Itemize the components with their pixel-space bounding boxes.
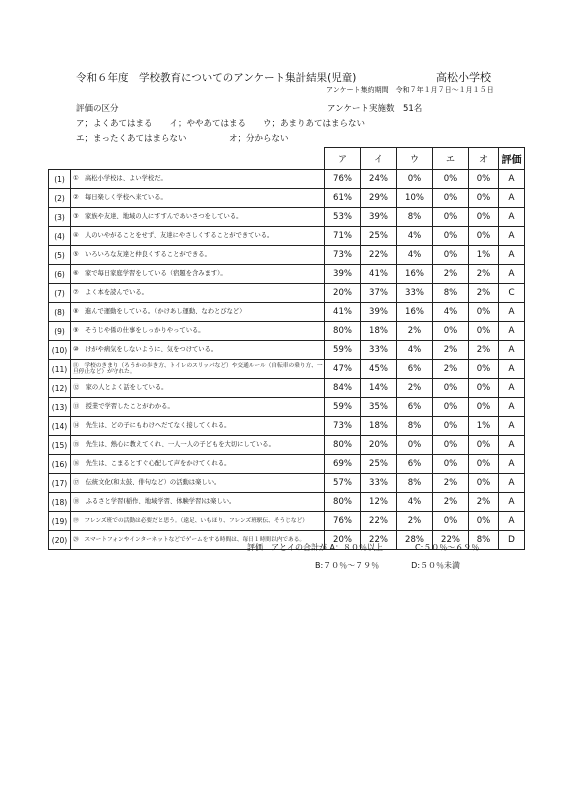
grade-cell: A bbox=[499, 417, 525, 436]
table-row bbox=[49, 265, 525, 284]
percent-cell: 59% bbox=[325, 398, 361, 417]
question-text: ② 毎日楽しく学校へ来ている。 bbox=[71, 189, 325, 208]
col-header-e: エ bbox=[433, 148, 469, 170]
legend-heading: 評価の区分 bbox=[76, 104, 119, 114]
grade-cell: A bbox=[499, 379, 525, 398]
header-blank bbox=[49, 148, 325, 170]
grade-note-2: B:７０％～７９％ D:５０％未満 bbox=[315, 561, 461, 570]
question-text: ⑥ 家で毎日家庭学習をしている（宿題を含みます）。 bbox=[71, 265, 325, 284]
percent-cell: 16% bbox=[397, 303, 433, 322]
percent-cell: 4% bbox=[433, 303, 469, 322]
respondent-count: アンケート実施数 51名 bbox=[327, 104, 423, 114]
percent-cell: 8% bbox=[469, 531, 499, 550]
school-name: 高松小学校 bbox=[436, 71, 491, 84]
table-row bbox=[49, 474, 525, 493]
grade-cell: A bbox=[499, 265, 525, 284]
table-row bbox=[49, 170, 525, 189]
question-text: ⑫ 家の人とよく話をしている。 bbox=[71, 379, 325, 398]
percent-cell: 84% bbox=[325, 379, 361, 398]
percent-cell: 25% bbox=[361, 455, 397, 474]
question-number: (20) bbox=[49, 531, 71, 550]
percent-cell: 22% bbox=[433, 531, 469, 550]
grade-cell: A bbox=[499, 474, 525, 493]
percent-cell: 10% bbox=[397, 189, 433, 208]
grade-cell: A bbox=[499, 398, 525, 417]
percent-cell: 0% bbox=[469, 455, 499, 474]
percent-cell: 2% bbox=[397, 322, 433, 341]
percent-cell: 59% bbox=[325, 341, 361, 360]
percent-cell: 0% bbox=[469, 227, 499, 246]
question-text: ④ 人のいやがることをせず、友達にやさしくすることができている。 bbox=[71, 227, 325, 246]
percent-cell: 0% bbox=[433, 189, 469, 208]
grade-cell: A bbox=[499, 322, 525, 341]
percent-cell: 0% bbox=[433, 379, 469, 398]
percent-cell: 76% bbox=[325, 512, 361, 531]
grade-cell: C bbox=[499, 284, 525, 303]
percent-cell: 14% bbox=[361, 379, 397, 398]
col-header-o: オ bbox=[469, 148, 499, 170]
question-number: (18) bbox=[49, 493, 71, 512]
percent-cell: 39% bbox=[361, 303, 397, 322]
question-number: (8) bbox=[49, 303, 71, 322]
percent-cell: 41% bbox=[361, 265, 397, 284]
percent-cell: 8% bbox=[433, 284, 469, 303]
table-row bbox=[49, 512, 525, 531]
percent-cell: 2% bbox=[433, 341, 469, 360]
percent-cell: 41% bbox=[325, 303, 361, 322]
table-row bbox=[49, 341, 525, 360]
percent-cell: 2% bbox=[397, 512, 433, 531]
percent-cell: 2% bbox=[397, 379, 433, 398]
percent-cell: 12% bbox=[361, 493, 397, 512]
percent-cell: 0% bbox=[469, 398, 499, 417]
question-number: (17) bbox=[49, 474, 71, 493]
percent-cell: 0% bbox=[469, 436, 499, 455]
col-header-u: ウ bbox=[397, 148, 433, 170]
percent-cell: 2% bbox=[433, 474, 469, 493]
percent-cell: 20% bbox=[325, 284, 361, 303]
percent-cell: 39% bbox=[361, 208, 397, 227]
percent-cell: 73% bbox=[325, 246, 361, 265]
table-row bbox=[49, 246, 525, 265]
percent-cell: 0% bbox=[397, 436, 433, 455]
percent-cell: 0% bbox=[433, 246, 469, 265]
table-row bbox=[49, 379, 525, 398]
grade-cell: A bbox=[499, 303, 525, 322]
percent-cell: 8% bbox=[397, 417, 433, 436]
table-row bbox=[49, 398, 525, 417]
percent-cell: 18% bbox=[361, 322, 397, 341]
question-number: (13) bbox=[49, 398, 71, 417]
percent-cell: 37% bbox=[361, 284, 397, 303]
percent-cell: 8% bbox=[397, 208, 433, 227]
percent-cell: 53% bbox=[325, 208, 361, 227]
percent-cell: 2% bbox=[469, 341, 499, 360]
table-row bbox=[49, 189, 525, 208]
percent-cell: 22% bbox=[361, 512, 397, 531]
percent-cell: 18% bbox=[361, 417, 397, 436]
table-row bbox=[49, 208, 525, 227]
question-number: (16) bbox=[49, 455, 71, 474]
question-text: ⑧ 進んで運動をしている。（かけあし運動、なわとびなど） bbox=[71, 303, 325, 322]
percent-cell: 80% bbox=[325, 493, 361, 512]
question-number: (19) bbox=[49, 512, 71, 531]
question-text: ⑰ 伝統文化(和太鼓、俳句など）の活動は楽しい。 bbox=[71, 474, 325, 493]
percent-cell: 39% bbox=[325, 265, 361, 284]
percent-cell: 33% bbox=[397, 284, 433, 303]
question-text: ⑮ 先生は、熱心に教えてくれ、一人一人の子どもを大切にしている。 bbox=[71, 436, 325, 455]
percent-cell: 6% bbox=[397, 455, 433, 474]
percent-cell: 0% bbox=[433, 455, 469, 474]
percent-cell: 8% bbox=[397, 474, 433, 493]
percent-cell: 0% bbox=[469, 322, 499, 341]
question-number: (12) bbox=[49, 379, 71, 398]
question-text: ⑪ 学校のきまり（ろうかの歩き方、トイレのスリッパなど）や交通ルール（自転車の乗り方、一旦停止など）が守れた。 bbox=[71, 360, 325, 379]
grade-cell: A bbox=[499, 246, 525, 265]
percent-cell: 0% bbox=[469, 474, 499, 493]
question-number: (11) bbox=[49, 360, 71, 379]
question-number: (3) bbox=[49, 208, 71, 227]
percent-cell: 80% bbox=[325, 436, 361, 455]
percent-cell: 6% bbox=[397, 360, 433, 379]
percent-cell: 45% bbox=[361, 360, 397, 379]
results-table bbox=[48, 147, 525, 550]
percent-cell: 0% bbox=[469, 379, 499, 398]
grade-cell: A bbox=[499, 227, 525, 246]
percent-cell: 2% bbox=[433, 493, 469, 512]
question-number: (5) bbox=[49, 246, 71, 265]
legend-line-2: エ；まったくあてはまらない オ；分からない bbox=[76, 134, 289, 144]
percent-cell: 0% bbox=[433, 512, 469, 531]
legend-line-1: ア；よくあてはまる イ；ややあてはまる ウ；あまりあてはまらない bbox=[76, 119, 366, 129]
grade-note-1: 評価 アとイの合計が A：８０％以上 C:５０％～６９％ bbox=[247, 543, 480, 552]
percent-cell: 0% bbox=[469, 512, 499, 531]
table-row bbox=[49, 417, 525, 436]
percent-cell: 1% bbox=[469, 246, 499, 265]
percent-cell: 16% bbox=[397, 265, 433, 284]
percent-cell: 76% bbox=[325, 170, 361, 189]
percent-cell: 4% bbox=[397, 493, 433, 512]
table-row bbox=[49, 360, 525, 379]
percent-cell: 4% bbox=[397, 227, 433, 246]
question-number: (4) bbox=[49, 227, 71, 246]
question-number: (9) bbox=[49, 322, 71, 341]
table-header-row bbox=[49, 148, 525, 170]
percent-cell: 20% bbox=[361, 436, 397, 455]
question-text: ⑩ けがや病気をしないように、気をつけている。 bbox=[71, 341, 325, 360]
percent-cell: 0% bbox=[397, 170, 433, 189]
percent-cell: 0% bbox=[433, 417, 469, 436]
question-text: ① 高松小学校は、よい学校だ。 bbox=[71, 170, 325, 189]
percent-cell: 33% bbox=[361, 474, 397, 493]
question-text: ⑨ そうじや係の仕事をしっかりやっている。 bbox=[71, 322, 325, 341]
col-header-grade: 評価 bbox=[499, 148, 525, 170]
percent-cell: 80% bbox=[325, 322, 361, 341]
percent-cell: 4% bbox=[397, 246, 433, 265]
grade-cell: A bbox=[499, 360, 525, 379]
question-text: ⑲ フレンズ班での活動は必要だと思う。（遠足、いもほり、フレンズ班駅伝、そうじなど） bbox=[71, 512, 325, 531]
percent-cell: 20% bbox=[325, 531, 361, 550]
col-header-i: イ bbox=[361, 148, 397, 170]
percent-cell: 4% bbox=[397, 341, 433, 360]
percent-cell: 47% bbox=[325, 360, 361, 379]
grade-cell: D bbox=[499, 531, 525, 550]
percent-cell: 2% bbox=[469, 284, 499, 303]
question-number: (2) bbox=[49, 189, 71, 208]
col-header-a: ア bbox=[325, 148, 361, 170]
grade-cell: A bbox=[499, 512, 525, 531]
percent-cell: 22% bbox=[361, 246, 397, 265]
percent-cell: 28% bbox=[397, 531, 433, 550]
percent-cell: 24% bbox=[361, 170, 397, 189]
percent-cell: 25% bbox=[361, 227, 397, 246]
percent-cell: 1% bbox=[469, 417, 499, 436]
question-text: ⑯ 先生は、こまるとすぐ心配して声をかけてくれる。 bbox=[71, 455, 325, 474]
percent-cell: 0% bbox=[433, 227, 469, 246]
table-row bbox=[49, 322, 525, 341]
table-row bbox=[49, 436, 525, 455]
grade-cell: A bbox=[499, 170, 525, 189]
grade-cell: A bbox=[499, 455, 525, 474]
percent-cell: 2% bbox=[469, 265, 499, 284]
percent-cell: 33% bbox=[361, 341, 397, 360]
question-text: ⑦ よく本を読んでいる。 bbox=[71, 284, 325, 303]
survey-period: アンケート集約期間 令和７年１月７日～１月１５日 bbox=[326, 86, 494, 94]
percent-cell: 0% bbox=[433, 208, 469, 227]
grade-cell: A bbox=[499, 493, 525, 512]
percent-cell: 0% bbox=[433, 398, 469, 417]
table-row bbox=[49, 493, 525, 512]
percent-cell: 0% bbox=[433, 322, 469, 341]
percent-cell: 0% bbox=[469, 303, 499, 322]
grade-cell: A bbox=[499, 341, 525, 360]
percent-cell: 6% bbox=[397, 398, 433, 417]
percent-cell: 69% bbox=[325, 455, 361, 474]
percent-cell: 2% bbox=[433, 360, 469, 379]
question-number: (1) bbox=[49, 170, 71, 189]
percent-cell: 0% bbox=[433, 170, 469, 189]
question-text: ⑭ 先生は、どの子にもわけへだてなく接してくれる。 bbox=[71, 417, 325, 436]
percent-cell: 2% bbox=[469, 493, 499, 512]
question-text: ⑬ 授業で学習したことがわかる。 bbox=[71, 398, 325, 417]
table-row bbox=[49, 455, 525, 474]
table-row bbox=[49, 303, 525, 322]
percent-cell: 2% bbox=[433, 265, 469, 284]
percent-cell: 0% bbox=[469, 208, 499, 227]
percent-cell: 0% bbox=[469, 170, 499, 189]
question-number: (6) bbox=[49, 265, 71, 284]
page-title: 令和６年度 学校教育についてのアンケート集計結果(児童) bbox=[76, 72, 357, 84]
percent-cell: 0% bbox=[469, 189, 499, 208]
percent-cell: 29% bbox=[361, 189, 397, 208]
question-number: (7) bbox=[49, 284, 71, 303]
percent-cell: 57% bbox=[325, 474, 361, 493]
grade-cell: A bbox=[499, 208, 525, 227]
question-number: (10) bbox=[49, 341, 71, 360]
question-text: ③ 家族や友達、地域の人にすすんであいさつをしている。 bbox=[71, 208, 325, 227]
question-text: ⑤ いろいろな友達と仲良くすることができる。 bbox=[71, 246, 325, 265]
percent-cell: 0% bbox=[433, 436, 469, 455]
table-row bbox=[49, 284, 525, 303]
question-number: (15) bbox=[49, 436, 71, 455]
percent-cell: 35% bbox=[361, 398, 397, 417]
percent-cell: 61% bbox=[325, 189, 361, 208]
grade-cell: A bbox=[499, 189, 525, 208]
question-text: ⑱ ふるさと学習(稲作、地域学習、体験学習)は楽しい。 bbox=[71, 493, 325, 512]
percent-cell: 0% bbox=[469, 360, 499, 379]
question-text: ⑳ スマートフォンやインターネットなどでゲームをする時間は、毎日１時間以内である。 bbox=[71, 531, 325, 550]
table-row bbox=[49, 227, 525, 246]
percent-cell: 22% bbox=[361, 531, 397, 550]
grade-cell: A bbox=[499, 436, 525, 455]
question-number: (14) bbox=[49, 417, 71, 436]
percent-cell: 71% bbox=[325, 227, 361, 246]
percent-cell: 73% bbox=[325, 417, 361, 436]
